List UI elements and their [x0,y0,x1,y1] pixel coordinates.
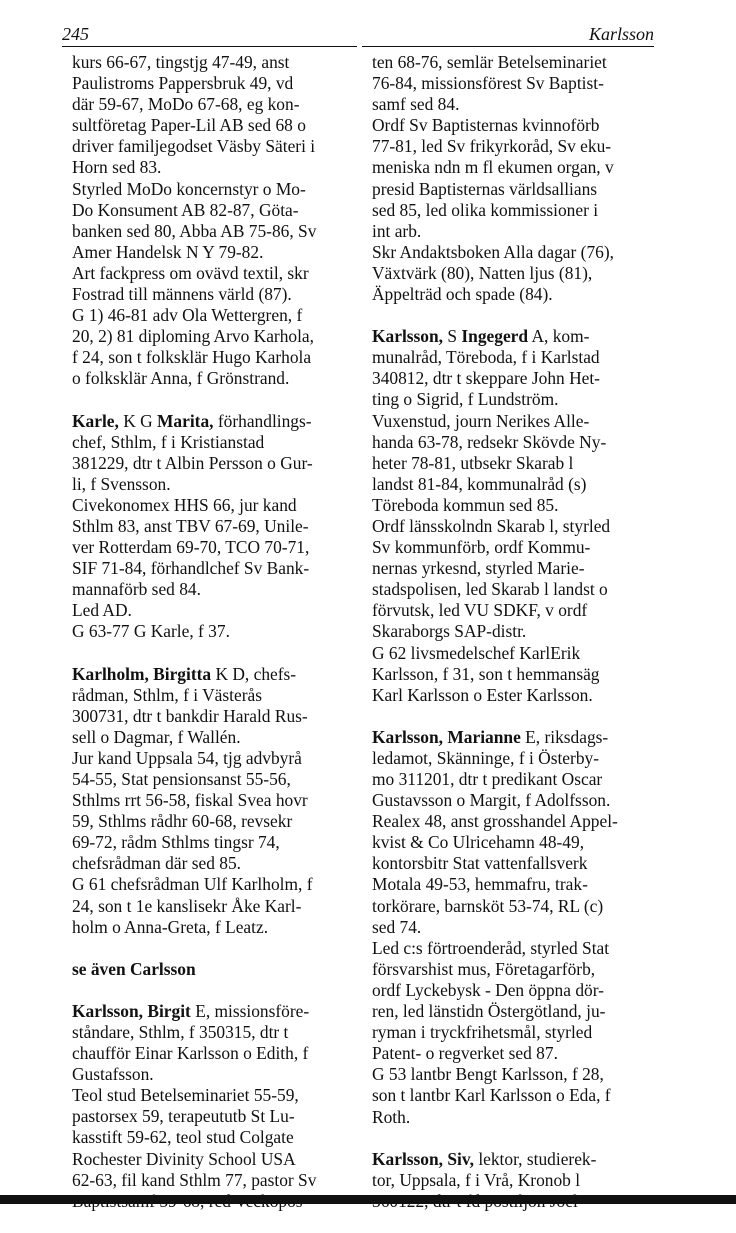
entry-line: Karlsson, f 31, son t hemmansäg [372,663,600,684]
entry-line: Fostrad till männens värld (87). [72,284,292,305]
entry-line: kasstift 59-62, teol stud Colgate [72,1127,294,1148]
right-column [372,52,657,1233]
left-column [72,52,357,1233]
entry-line [372,1149,657,1170]
see-also-reference: se även Carlsson [72,958,196,979]
entry-line: chaufför Einar Karlsson o Edith, f [72,1043,309,1064]
entry-text: E, riksdags- [520,726,609,747]
entry-line: ten 68-76, semlär Betelseminariet [372,52,607,72]
entry-line: tor, Uppsala, f i Vrå, Kronob l [372,1169,581,1190]
entry-line: Växtvärk (80), Natten ljus (81), [372,262,593,283]
biography-entry [72,411,357,643]
entry-continuation [72,52,357,390]
entry-name: Karle, [72,410,119,431]
header-rule-left [62,46,357,47]
page-number: 245 [62,24,89,44]
entry-line [72,1001,357,1022]
entry-line: handa 63-78, redsekr Skövde Ny- [372,431,607,452]
entry-line: ståndare, Sthlm, f 350315, dtr t [72,1021,289,1042]
entry-line: ren, led länstidn Östergötland, ju- [372,1001,606,1022]
biography-entry [372,326,657,706]
entry-line: Töreboda kommun sed 85. [372,494,559,515]
entry-line: presid Baptisternas världsallians [372,178,598,199]
entry-line: Do Konsument AB 82-87, Göta- [72,199,299,220]
entry-line: Led AD. [72,600,132,621]
page-header [62,22,654,46]
entry-line: samf sed 84. [372,94,460,115]
entry-line: Skaraborgs SAP-distr. [372,621,527,642]
entry-line: Sthlms rrt 56-58, fiskal Svea hovr [72,790,308,811]
entry-line: kontorsbitr Stat vattenfallsverk [372,853,588,874]
entry-line: chef, Sthlm, f i Kristianstad [72,431,265,452]
entry-line: sell o Dagmar, f Wallén. [72,726,241,747]
entry-name: Karlsson, [372,326,444,347]
entry-line: Styrled MoDo koncernstyr o Mo- [72,178,306,199]
entry-continuation [372,52,657,305]
entry-text: förhandlings- [213,410,312,431]
entry-text: K D, chefs- [211,663,297,684]
entry-line: 24, son t 1e kanslisekr Åke Karl- [72,895,302,916]
entry-line: pastorsex 59, terapeututb St Lu- [72,1106,295,1127]
entry-line: 300731, dtr t bankdir Harald Rus- [72,705,308,726]
entry-line: torkörare, barnsköt 53-74, RL (c) [372,895,604,916]
entry-name: Karlsson, Birgit [72,1000,191,1021]
entry-line: 59, Sthlms rådhr 60-68, revsekr [72,811,293,832]
entry-line: 340812, dtr t skeppare John Het- [372,368,600,389]
entry-line: f 24, son t folksklär Hugo Karhola [72,347,312,368]
entry-line: förvutsk, led VU SDKF, v ordf [372,600,588,621]
entry-line: där 59-67, MoDo 67-68, eg kon- [72,94,300,115]
entry-line: Amer Handelsk N Y 79-82. [72,241,264,262]
running-head: Karlsson [588,24,654,44]
entry-line: ryman i tryckfrihetsmål, styrled [372,1022,593,1043]
entry-line: G 63-77 G Karle, f 37. [72,621,230,642]
entry-line: Realex 48, anst grosshandel Appel- [372,811,618,832]
biography-entry [372,727,657,1128]
entry-line: banken sed 80, Abba AB 75-86, Sv [72,220,317,241]
entry-line: int arb. [372,220,422,241]
entry-line: Led c:s förtroenderåd, styrled Stat [372,937,610,958]
entry-line: G 62 livsmedelschef KarlErik [372,642,581,663]
entry-text: A, kom- [528,326,590,347]
entry-line: Art fackpress om ovävd textil, skr [72,262,309,283]
entry-line: G 1) 46-81 adv Ola Wettergren, f [72,305,303,326]
entry-line: rådman, Sthlm, f i Västerås [72,684,262,705]
entry-line: mo 311201, dtr t predikant Oscar [372,769,603,789]
entry-line: munalråd, Töreboda, f i Karlstad [372,347,600,368]
entry-line: Gustafsson. [72,1064,154,1085]
entry-line: chefsrådman där sed 85. [72,853,242,874]
entry-line: G 61 chefsrådman Ulf Karlholm, f [72,874,313,895]
entry-line: ver Rotterdam 69-70, TCO 70-71, [72,537,310,558]
entry-line: Paulistroms Pappersbruk 49, vd [72,73,294,94]
entry-line: försvarshist mus, Företagarförb, [372,958,596,979]
entry-line [72,664,357,685]
entry-line: Civekonomex HHS 66, jur kand [72,494,297,515]
entry-line: SIF 71-84, förhandlchef Sv Bank- [72,558,310,579]
entry-line: sultföretag Paper-Lil AB sed 68 o [72,115,306,136]
header-rule-right [362,46,654,47]
entry-name: Karlsson, Siv, [372,1148,474,1169]
entry-line: Rochester Divinity School USA [72,1148,296,1169]
entry-line: Ordf Sv Baptisternas kvinnoförb [372,115,600,136]
entry-line: Patent- o regverket sed 87. [372,1043,558,1064]
entry-line: 77-81, led Sv frikyrkoråd, Sv eku- [372,136,612,157]
entry-line: Äppelträd och spade (84). [372,284,553,305]
entry-line: kvist & Co Ulricehamn 48-49, [372,832,585,853]
entry-line [372,326,657,347]
entry-line: kurs 66-67, tingstjg 47-49, anst [72,52,290,72]
entry-line: nernas yrkesnd, styrled Marie- [372,558,585,579]
entry-line: 381229, dtr t Albin Persson o Gur- [72,452,313,473]
entry-line: driver familjegodset Väsby Säteri i [72,136,316,157]
entry-name: Ingegerd [461,326,529,347]
entry-line: li, f Svensson. [72,473,171,494]
entry-line: stadspolisen, led Skarab l landst o [372,579,608,600]
entry-line: Sthlm 83, anst TBV 67-69, Unile- [72,515,309,536]
entry-line: Teol stud Betelseminariet 55-59, [72,1085,299,1106]
entry-line [72,411,357,432]
entry-line: sed 74. [372,916,422,937]
entry-line: Motala 49-53, hemmafru, trak- [372,874,588,895]
entry-line: G 53 lantbr Bengt Karlsson, f 28, [372,1064,604,1085]
biography-entry [72,664,357,938]
entry-line: Skr Andaktsboken Alla dagar (76), [372,241,614,262]
entry-line: Horn sed 83. [72,157,162,178]
entry-line: o folksklär Anna, f Grönstrand. [72,368,290,389]
entry-line: Jur kand Uppsala 54, tjg advbyrå [72,747,302,768]
scan-edge-bar [0,1195,736,1204]
entry-text: lektor, studierek- [473,1148,597,1169]
entry-line: 20, 2) 81 diploming Arvo Karhola, [72,326,314,347]
entry-line: holm o Anna-Greta, f Leatz. [72,916,269,937]
entry-line: ting o Sigrid, f Lundström. [372,389,559,410]
entry-line: mannaförb sed 84. [72,579,201,600]
entry-line [372,727,657,748]
entry-line: 69-72, rådm Sthlms tingsr 74, [72,832,280,853]
entry-text: E, missionsföre- [190,1000,310,1021]
entry-line: heter 78-81, utbsekr Skarab l [372,452,574,473]
entry-line: Vuxenstud, journ Nerikes Alle- [372,410,590,431]
entry-text: K G [118,410,158,431]
entry-name: Karlholm, Birgitta [72,663,212,684]
entry-line: 76-84, missionsförest Sv Baptist- [372,73,604,94]
entry-line: son t lantbr Karl Karlsson o Eda, f [372,1085,611,1106]
entry-line: ordf Lyckebysk - Den öppna dör- [372,979,604,1000]
entry-line: ledamot, Skänninge, f i Österby- [372,747,599,768]
entry-line: Gustavsson o Margit, f Adolfsson. [372,790,611,811]
biography-entry [72,1001,357,1212]
entry-line: 62-63, fil kand Sthlm 77, pastor Sv [72,1169,317,1190]
entry-line: meniska ndn m fl ekumen organ, v [372,157,614,178]
entry-line: landst 81-84, kommunalråd (s) [372,473,587,494]
entry-name: Marita, [157,410,214,431]
entry-name: Karlsson, Marianne [372,726,521,747]
entry-text: S [443,326,462,347]
entry-line: Karl Karlsson o Ester Karlsson. [372,684,593,705]
entry-line: sed 85, led olika kommissioner i [372,199,599,220]
entry-line: Ordf länsskolndn Skarab l, styrled [372,515,611,536]
entry-line: Sv kommunförb, ordf Kommu- [372,537,591,558]
entry-line: Roth. [372,1106,411,1127]
entry-line: 54-55, Stat pensionsanst 55-56, [72,769,291,789]
